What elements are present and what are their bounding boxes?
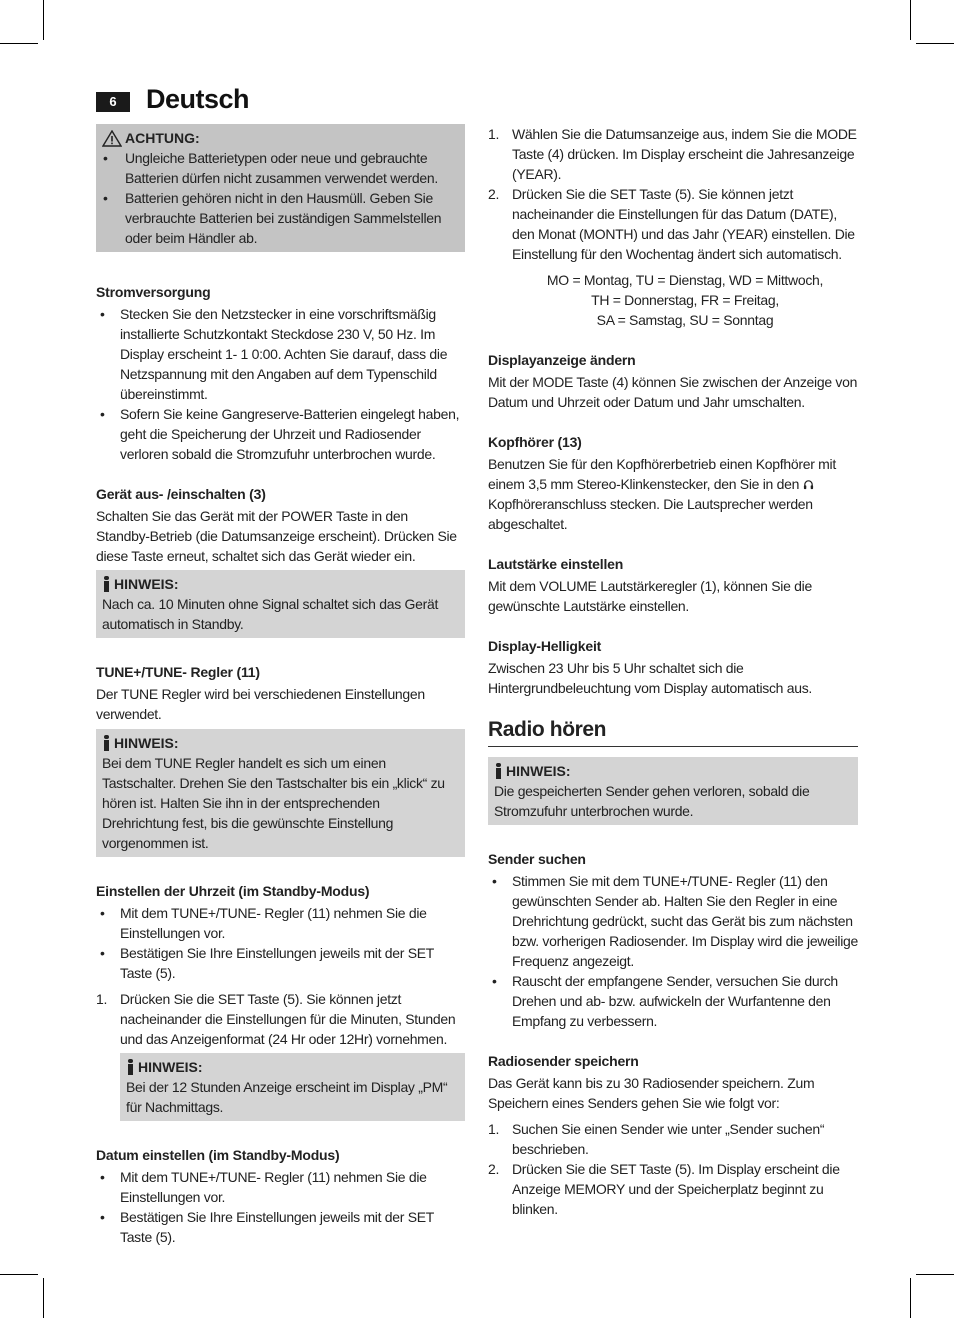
page-number: 6	[96, 92, 130, 112]
section-heading-power: Stromversorgung	[96, 284, 211, 300]
onoff-text: Schalten Sie das Gerät mit der POWER Taste in den Standby-Betrieb (die Datumsanzeige erscheint). Drücken Sie diese Taste erneut, schaltet sich das Gerät wieder ein.	[96, 508, 457, 564]
list-item: • Rauscht der empfangene Sender, versuchen Sie durch Drehen und ab- bzw. aufwickeln der Wurfantenne den Empfang zu verbessern.	[488, 971, 858, 1031]
list-item: 2. Drücken Sie die SET Taste (5). Im Display erscheint die Anzeige MEMORY und der Speicherplatz beginnt zu blinken.	[488, 1161, 840, 1217]
note-text: Nach ca. 10 Minuten ohne Signal schaltet sich das Gerät automatisch in Standby.	[102, 596, 439, 632]
crop-mark	[910, 0, 911, 40]
list-item: • Ungleiche Batterietypen oder neue und gebrauchte Batterien dürfen nicht zusammen verwendet werden.	[102, 148, 458, 188]
page-title: Deutsch	[146, 84, 250, 114]
section-heading-radio: Radio hören	[488, 716, 858, 747]
section-heading-search: Sender suchen	[488, 851, 586, 867]
store-text: Das Gerät kann bis zu 30 Radiosender speichern. Zum Speichern eines Senders gehen Sie wie folgt vor:	[488, 1075, 815, 1111]
list-item: • Bestätigen Sie Ihre Einstellungen jeweils mit der SET Taste (5).	[96, 943, 465, 983]
date-steps	[488, 124, 858, 264]
note-text: Die gespeicherten Sender gehen verloren, sobald die Stromzufuhr unterbrochen wurde.	[494, 783, 810, 819]
search-list	[488, 871, 858, 1031]
list-item: • Sofern Sie keine Gangreserve-Batterien eingelegt haben, geht die Speicherung der Uhrzeit und Radiosender verloren sobald die Stromzufuhr unterbrochen wurde.	[96, 404, 465, 464]
list-item: • Mit dem TUNE+/TUNE- Regler (11) nehmen Sie die Einstellungen vor.	[96, 1167, 465, 1207]
crop-mark	[0, 43, 38, 44]
headphones-text: Benutzen Sie für den Kopfhörerbetrieb einen Kopfhörer mit einem 3,5 mm Stereo-Klinkenstecker, den Sie in den Kopfhöreranschluss stecken. Die Lautsprecher werden abgeschaltet.	[488, 456, 836, 532]
note-title: HINWEIS:	[114, 576, 179, 592]
clock-list	[96, 903, 465, 983]
info-icon	[102, 735, 111, 751]
crop-mark	[0, 1274, 38, 1275]
note-title: HINWEIS:	[506, 763, 571, 779]
note-box-clock	[120, 1053, 465, 1121]
crop-mark	[910, 1278, 911, 1318]
section-heading-clock: Einstellen der Uhrzeit (im Standby-Modus)	[96, 883, 370, 899]
list-item: 1. Drücken Sie die SET Taste (5). Sie können jetzt nacheinander die Einstellungen für die Minuten, Stunden und das Anzeigenformat (24 Hr oder 12Hr) vornehmen.	[96, 991, 456, 1047]
weekday-legend: MO = Montag, TU = Dienstag, WD = Mittwoch, TH = Donnerstag, FR = Freitag, SA = Samstag, SU = Sonntag	[546, 272, 824, 328]
brightness-text: Zwischen 23 Uhr bis 5 Uhr schaltet sich die Hintergrundbeleuchtung vom Display automatisch aus.	[488, 660, 812, 696]
info-icon	[102, 576, 111, 592]
display-text: Mit der MODE Taste (4) können Sie zwischen der Anzeige von Datum und Uhrzeit oder Datum und Jahr umschalten.	[488, 374, 858, 410]
date-list	[96, 1167, 465, 1247]
warning-box	[96, 124, 465, 252]
crop-mark	[43, 1278, 44, 1318]
warning-list	[102, 148, 458, 248]
crop-mark	[916, 43, 954, 44]
power-list	[96, 304, 465, 464]
list-item: 1. Wählen Sie die Datumsanzeige aus, indem Sie die MODE Taste (4) drücken. Im Display erscheint die Jahresanzeige (YEAR).	[488, 126, 857, 182]
right-column	[488, 124, 858, 1219]
list-item: • Batterien gehören nicht in den Hausmüll. Geben Sie verbrauchte Batterien bei zuständigen Sammelstellen oder beim Händler ab.	[102, 188, 458, 248]
warning-icon	[102, 130, 122, 147]
note-title: HINWEIS:	[138, 1059, 203, 1075]
info-icon	[126, 1059, 135, 1075]
list-item: • Bestätigen Sie Ihre Einstellungen jeweils mit der SET Taste (5).	[96, 1207, 465, 1247]
list-item: • Stecken Sie den Netzstecker in eine vorschriftsmäßig installierte Schutzkontakt Steckdose 230 V, 50 Hz. Im Display erscheint 1- 1 0:00. Achten Sie darauf, dass die Netzspannung mit den Angaben auf dem Typenschild übereinstimmt.	[96, 304, 465, 404]
note-title: HINWEIS:	[114, 735, 179, 751]
section-heading-store: Radiosender speichern	[488, 1053, 639, 1069]
left-column	[96, 124, 465, 1247]
section-heading-headphones: Kopfhörer (13)	[488, 434, 582, 450]
volume-text: Mit dem VOLUME Lautstärkeregler (1), können Sie die gewünschte Lautstärke einstellen.	[488, 578, 812, 614]
section-heading-display: Displayanzeige ändern	[488, 352, 636, 368]
section-heading-volume: Lautstärke einstellen	[488, 556, 624, 572]
headphone-icon	[803, 479, 814, 490]
list-item: • Stimmen Sie mit dem TUNE+/TUNE- Regler (11) den gewünschten Sender ab. Halten Sie den Regler in eine Drehrichtung gedrückt, sucht das Gerät bis zum nächsten bzw. vorherigen Radiosender. Im Display wird die jeweilige Frequenz angezeigt.	[488, 871, 858, 971]
section-heading-brightness: Display-Helligkeit	[488, 638, 602, 654]
note-text: Bei dem TUNE Regler handelt es sich um einen Tastschalter. Drehen Sie den Tastschalter bis ein „klick“ zu hören ist. Halten Sie ihn in der entsprechenden Drehrichtung fest, bis die gewünschte Einstellung vorgenommen ist.	[102, 755, 445, 851]
note-box-tune	[96, 729, 465, 857]
note-text: Bei der 12 Stunden Anzeige erscheint im Display „PM“ für Nachmittags.	[126, 1079, 448, 1115]
info-icon	[494, 763, 503, 779]
tune-text: Der TUNE Regler wird bei verschiedenen Einstellungen verwendet.	[96, 686, 425, 722]
crop-mark	[43, 0, 44, 40]
list-item: • Mit dem TUNE+/TUNE- Regler (11) nehmen Sie die Einstellungen vor.	[96, 903, 465, 943]
section-heading-onoff: Gerät aus- /einschalten (3)	[96, 486, 266, 502]
warning-title: ACHTUNG:	[102, 128, 458, 148]
clock-steps	[96, 989, 465, 1049]
list-item: 1. Suchen Sie einen Sender wie unter „Sender suchen“ beschrieben.	[488, 1121, 825, 1157]
crop-mark	[916, 1274, 954, 1275]
list-item: 2. Drücken Sie die SET Taste (5). Sie können jetzt nacheinander die Einstellungen für das Datum (DATE), den Monat (MONTH) und das Jahr (YEAR) einstellen. Die Einstellung für den Wochentag ändert sich automatisch.	[488, 186, 855, 262]
store-steps	[488, 1119, 858, 1219]
note-box-onoff	[96, 570, 465, 638]
section-heading-date: Datum einstellen (im Standby-Modus)	[96, 1147, 340, 1163]
note-box-radio	[488, 757, 858, 825]
section-heading-tune: TUNE+/TUNE- Regler (11)	[96, 664, 260, 680]
